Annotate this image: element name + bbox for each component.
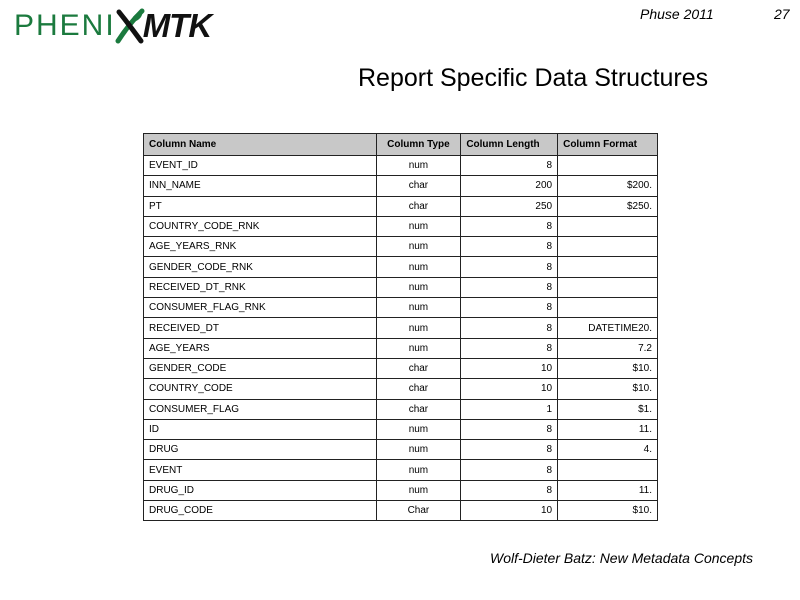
cell-column-name: COUNTRY_CODE_RNK	[144, 216, 377, 236]
table-row	[144, 460, 658, 480]
table-row	[144, 480, 658, 500]
cell-column-length: 8	[461, 216, 558, 236]
cell-column-format: $10.	[558, 379, 658, 399]
cell-column-format: $250.	[558, 196, 658, 216]
cell-column-format	[558, 298, 658, 318]
table-row	[144, 216, 658, 236]
cell-column-format: 7.2	[558, 338, 658, 358]
cell-column-type: num	[376, 460, 461, 480]
cell-column-name: DRUG_ID	[144, 480, 377, 500]
cell-column-format	[558, 156, 658, 176]
page-number: 27	[774, 6, 790, 22]
cell-column-name: PT	[144, 196, 377, 216]
cell-column-length: 8	[461, 480, 558, 500]
cell-column-format	[558, 460, 658, 480]
table-row	[144, 196, 658, 216]
cell-column-length: 1	[461, 399, 558, 419]
cell-column-name: EVENT	[144, 460, 377, 480]
cell-column-length: 250	[461, 196, 558, 216]
table-row	[144, 318, 658, 338]
logo-x-icon	[115, 8, 145, 44]
table-header-row	[144, 134, 658, 156]
cell-column-type: num	[376, 257, 461, 277]
cell-column-name: GENDER_CODE	[144, 358, 377, 378]
table-row	[144, 156, 658, 176]
table-row	[144, 419, 658, 439]
data-structure-table	[143, 133, 658, 521]
cell-column-format: $200.	[558, 176, 658, 196]
cell-column-name: RECEIVED_DT_RNK	[144, 277, 377, 297]
cell-column-name: DRUG_CODE	[144, 501, 377, 521]
table-row	[144, 399, 658, 419]
cell-column-type: char	[376, 176, 461, 196]
cell-column-name: AGE_YEARS	[144, 338, 377, 358]
conference-label: Phuse 2011	[640, 6, 714, 22]
cell-column-name: CONSUMER_FLAG_RNK	[144, 298, 377, 318]
cell-column-format	[558, 216, 658, 236]
cell-column-length: 8	[461, 338, 558, 358]
cell-column-length: 8	[461, 257, 558, 277]
footer-author-title: Wolf-Dieter Batz: New Metadata Concepts	[490, 550, 753, 566]
cell-column-type: num	[376, 277, 461, 297]
cell-column-type: num	[376, 237, 461, 257]
table-row	[144, 237, 658, 257]
table-row	[144, 358, 658, 378]
cell-column-type: num	[376, 156, 461, 176]
cell-column-type: char	[376, 358, 461, 378]
cell-column-length: 8	[461, 318, 558, 338]
cell-column-length: 8	[461, 156, 558, 176]
cell-column-format: DATETIME20.	[558, 318, 658, 338]
cell-column-type: char	[376, 399, 461, 419]
table-row	[144, 257, 658, 277]
cell-column-length: 10	[461, 379, 558, 399]
cell-column-format: $10.	[558, 501, 658, 521]
cell-column-format: $1.	[558, 399, 658, 419]
cell-column-format: 4.	[558, 440, 658, 460]
cell-column-type: char	[376, 379, 461, 399]
cell-column-length: 10	[461, 358, 558, 378]
cell-column-length: 8	[461, 419, 558, 439]
cell-column-name: DRUG	[144, 440, 377, 460]
cell-column-format	[558, 237, 658, 257]
cell-column-length: 200	[461, 176, 558, 196]
slide-title: Report Specific Data Structures	[358, 64, 709, 92]
cell-column-name: AGE_YEARS_RNK	[144, 237, 377, 257]
header-column-name: Column Name	[144, 134, 377, 156]
cell-column-format: $10.	[558, 358, 658, 378]
cell-column-length: 8	[461, 277, 558, 297]
header-column-type: Column Type	[376, 134, 461, 156]
table-body	[144, 156, 658, 521]
cell-column-type: num	[376, 298, 461, 318]
cell-column-type: num	[376, 419, 461, 439]
cell-column-name: EVENT_ID	[144, 156, 377, 176]
phenix-mtk-logo	[14, 6, 211, 46]
cell-column-type: Char	[376, 501, 461, 521]
cell-column-name: ID	[144, 419, 377, 439]
table-row	[144, 440, 658, 460]
cell-column-length: 8	[461, 298, 558, 318]
cell-column-name: CONSUMER_FLAG	[144, 399, 377, 419]
cell-column-type: num	[376, 338, 461, 358]
cell-column-length: 10	[461, 501, 558, 521]
logo-text-pheni: PHENI	[14, 9, 116, 42]
cell-column-type: char	[376, 196, 461, 216]
table-row	[144, 277, 658, 297]
cell-column-length: 8	[461, 460, 558, 480]
cell-column-type: num	[376, 480, 461, 500]
cell-column-format	[558, 257, 658, 277]
table-row	[144, 298, 658, 318]
cell-column-format	[558, 277, 658, 297]
logo-text-mtk: MTK	[142, 7, 212, 44]
table-row	[144, 501, 658, 521]
cell-column-type: num	[376, 440, 461, 460]
header-column-length: Column Length	[461, 134, 558, 156]
table-row	[144, 338, 658, 358]
cell-column-name: RECEIVED_DT	[144, 318, 377, 338]
cell-column-type: num	[376, 318, 461, 338]
cell-column-format: 11.	[558, 480, 658, 500]
cell-column-length: 8	[461, 440, 558, 460]
cell-column-name: GENDER_CODE_RNK	[144, 257, 377, 277]
cell-column-name: INN_NAME	[144, 176, 377, 196]
cell-column-format: 11.	[558, 419, 658, 439]
cell-column-type: num	[376, 216, 461, 236]
table-row	[144, 379, 658, 399]
cell-column-length: 8	[461, 237, 558, 257]
table-row	[144, 176, 658, 196]
cell-column-name: COUNTRY_CODE	[144, 379, 377, 399]
header-column-format: Column Format	[558, 134, 658, 156]
